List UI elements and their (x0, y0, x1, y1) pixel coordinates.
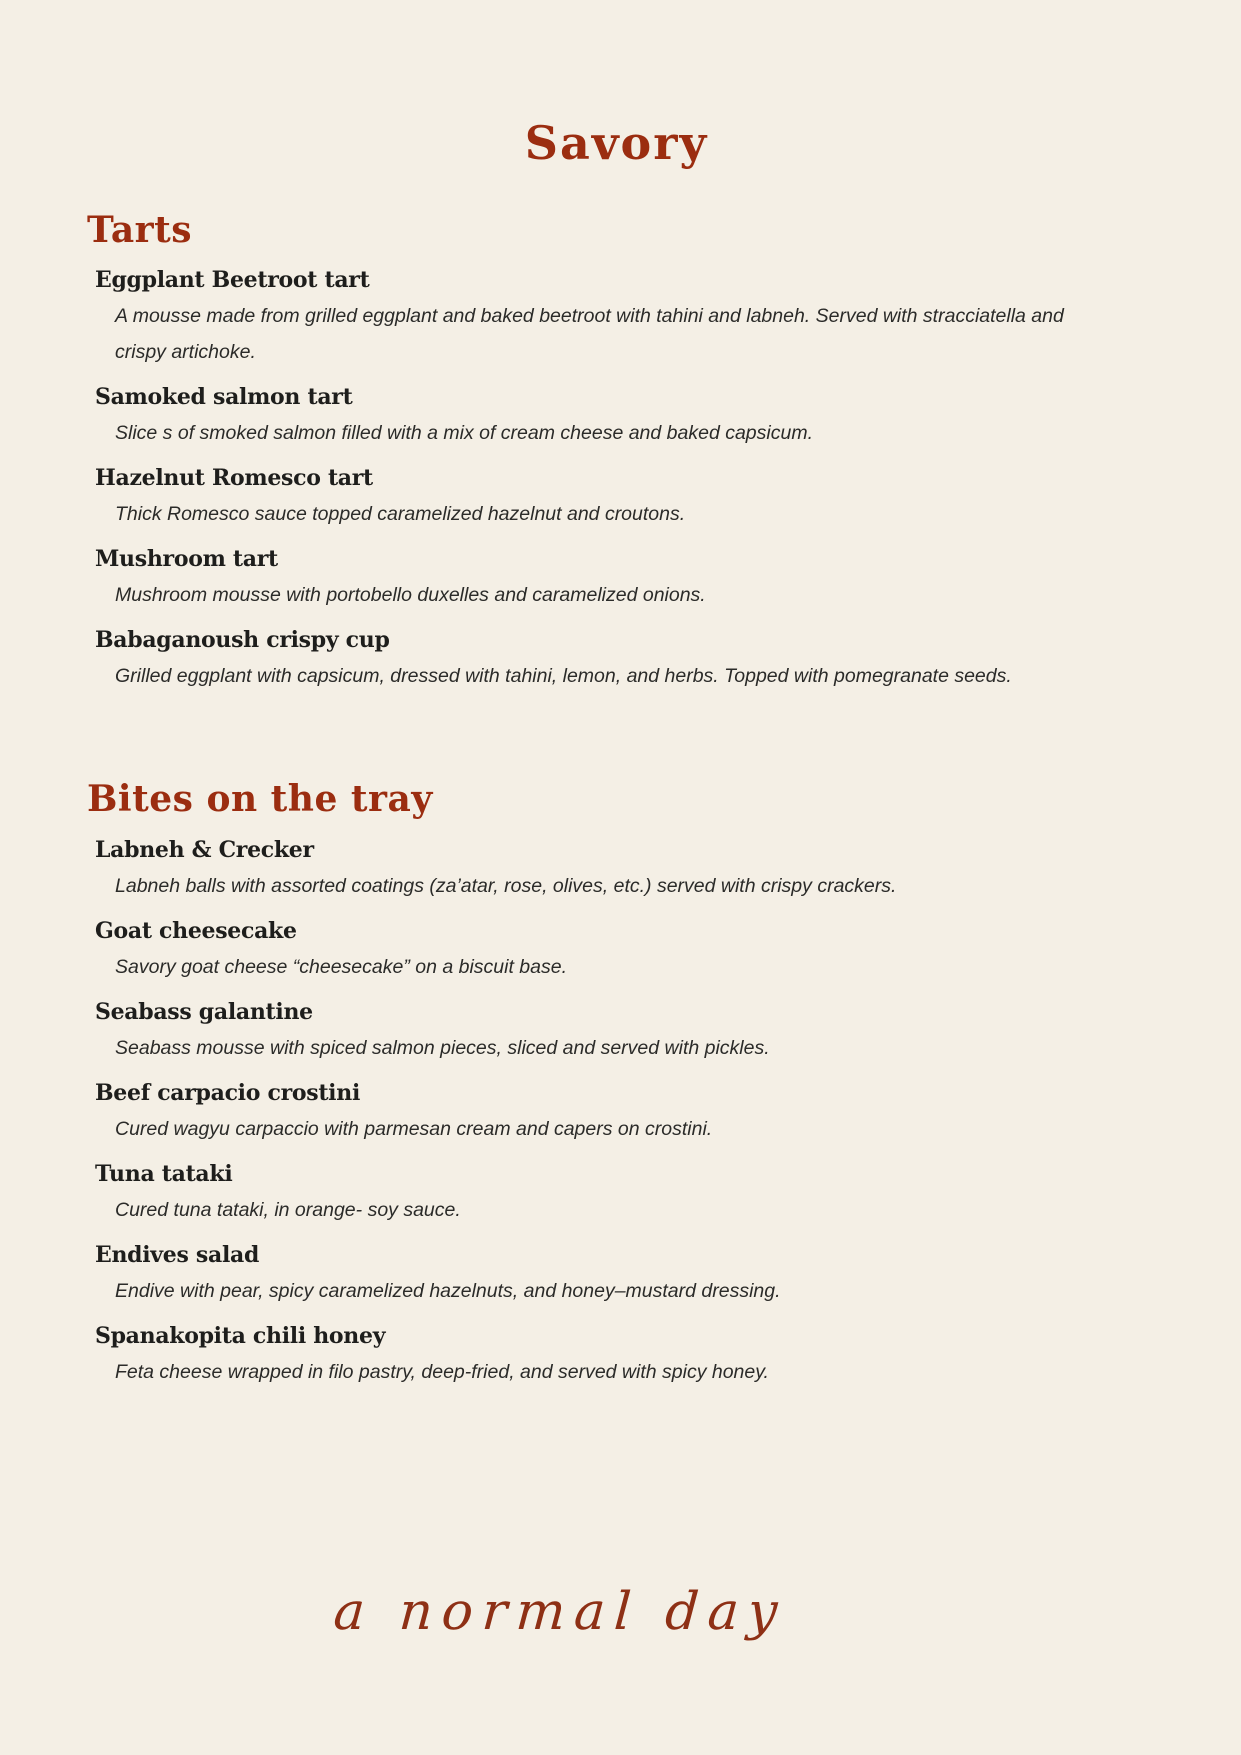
menu-item (87, 835, 1146, 904)
item-name: Seabass galantine (95, 999, 313, 1026)
menu-item (87, 382, 1146, 451)
menu-item (87, 625, 1146, 694)
item-description: A mousse made from grilled eggplant and baked beetroot with tahini and labneh. Served with stracciatella and crispy artichoke. (115, 305, 1064, 364)
menu-item (87, 1078, 1146, 1147)
item-name: Samoked salmon tart (95, 384, 353, 411)
menu-item (87, 997, 1146, 1066)
item-name: Hazelnut Romesco tart (95, 465, 373, 492)
item-name: Beef carpacio crostini (95, 1080, 360, 1107)
item-name: Tuna tataki (95, 1161, 233, 1188)
menu-item (87, 544, 1146, 613)
item-description: Mushroom mousse with portobello duxelles and caramelized onions. (115, 584, 706, 607)
item-description: Cured tuna tataki, in orange- soy sauce. (115, 1199, 461, 1222)
item-description: Thick Romesco sauce topped caramelized hazelnut and croutons. (115, 503, 686, 526)
item-name: Babaganoush crispy cup (95, 627, 390, 654)
section-heading: Tarts (87, 208, 193, 251)
menu-item (87, 1240, 1146, 1309)
brand-signature: a normal day (331, 1582, 789, 1642)
menu-item (87, 1321, 1146, 1390)
item-name: Goat cheesecake (95, 918, 297, 945)
item-description: Seabass mousse with spiced salmon pieces, sliced and served with pickles. (115, 1037, 770, 1060)
page-title: Savory (524, 116, 709, 170)
item-description: Slice s of smoked salmon filled with a mix of cream cheese and baked capsicum. (115, 422, 813, 445)
item-name: Labneh & Crecker (95, 837, 314, 864)
item-description: Cured wagyu carpaccio with parmesan cream and capers on crostini. (115, 1118, 713, 1141)
menu-item (87, 463, 1146, 532)
item-name: Mushroom tart (95, 546, 278, 573)
item-name: Eggplant Beetroot tart (95, 267, 370, 294)
section-tarts (87, 207, 1146, 695)
item-description: Endive with pear, spicy caramelized hazelnuts, and honey–mustard dressing. (115, 1280, 781, 1303)
menu-item (87, 265, 1146, 370)
menu-item (87, 1159, 1146, 1228)
item-name: Spanakopita chili honey (95, 1323, 386, 1350)
section-bites-on-the-tray (87, 776, 1146, 1390)
item-description: Grilled eggplant with capsicum, dressed with tahini, lemon, and herbs. Topped with pomegranate seeds. (115, 665, 1012, 688)
section-heading: Bites on the tray (87, 778, 433, 821)
item-description: Feta cheese wrapped in filo pastry, deep-fried, and served with spicy honey. (115, 1361, 769, 1384)
menu-item (87, 916, 1146, 985)
item-name: Endives salad (95, 1242, 260, 1269)
item-description: Savory goat cheese “cheesecake” on a biscuit base. (115, 956, 568, 979)
item-description: Labneh balls with assorted coatings (za’atar, rose, olives, etc.) served with crispy crackers. (115, 875, 897, 898)
